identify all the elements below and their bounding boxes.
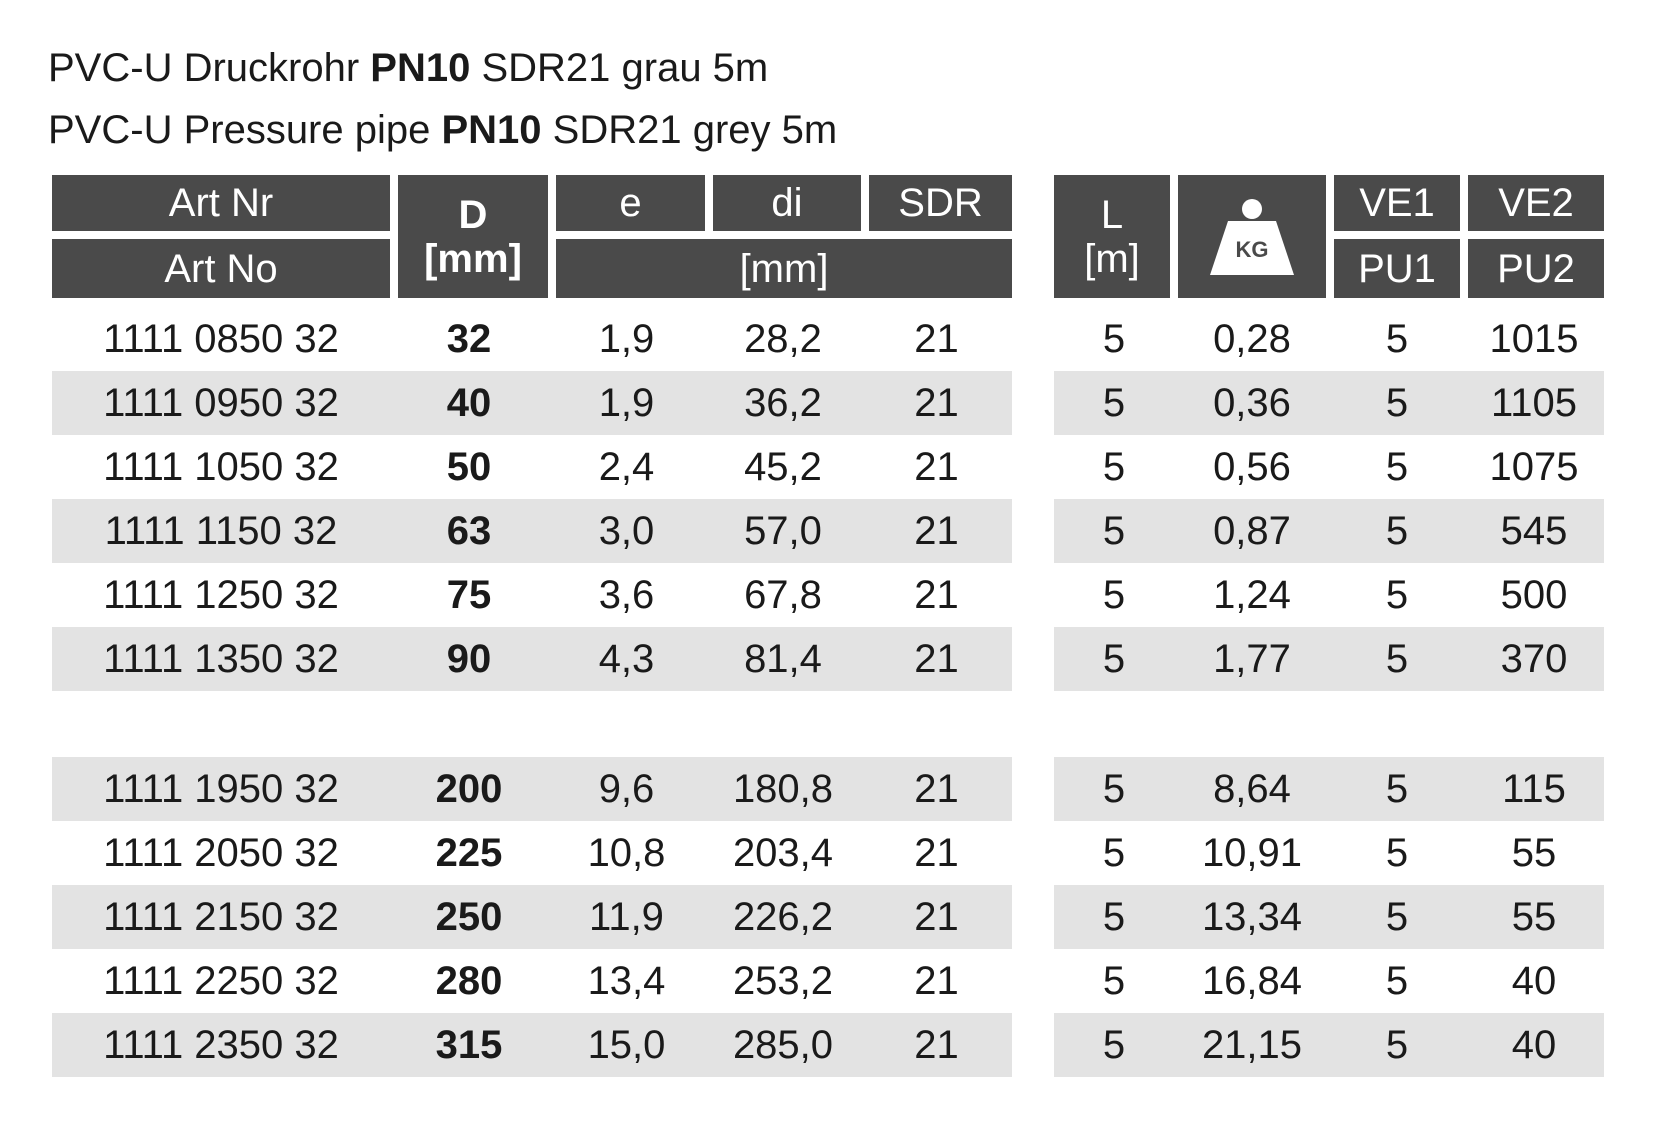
- packaging-table: [1054, 175, 1604, 1067]
- cell-sdr: 21: [914, 316, 959, 361]
- table-row: [52, 627, 1012, 691]
- table-row: [52, 307, 1012, 371]
- cell-art-no: 1111 1250 32: [103, 572, 339, 617]
- cell-e: 13,4: [587, 958, 666, 1003]
- cell-kg: 13,34: [1201, 894, 1303, 939]
- header-art-no: Art No: [52, 239, 390, 298]
- cell-di: 36,2: [744, 380, 822, 425]
- header-l-label: L: [1100, 192, 1124, 237]
- cell-sdr: 21: [914, 508, 959, 553]
- cell-art-no: 1111 1050 32: [103, 444, 339, 489]
- cell-di: 203,4: [732, 830, 834, 875]
- cell-ve1: 5: [1385, 444, 1409, 489]
- cell-l: 5: [1102, 830, 1126, 875]
- cell-di: 285,0: [732, 1022, 834, 1067]
- cell-di: 226,2: [732, 894, 834, 939]
- cell-d: 50: [446, 444, 492, 489]
- title-english: [48, 106, 837, 154]
- cell-sdr: 21: [914, 380, 959, 425]
- table-row: [1054, 435, 1604, 499]
- cell-di: 180,8: [732, 766, 834, 811]
- cell-ve1: 5: [1385, 636, 1409, 681]
- header-d: [398, 175, 548, 298]
- weight-icon: [1202, 197, 1302, 277]
- cell-d: 75: [446, 572, 492, 617]
- packaging-table-header: [1054, 175, 1604, 298]
- cell-sdr: 21: [914, 958, 959, 1003]
- cell-l: 5: [1102, 1022, 1126, 1067]
- cell-ve1: 5: [1385, 316, 1409, 361]
- cell-kg: 16,84: [1201, 958, 1303, 1003]
- cell-kg: 0,36: [1213, 380, 1291, 425]
- cell-e: 9,6: [598, 766, 655, 811]
- cell-e: 3,0: [598, 508, 655, 553]
- cell-di: 57,0: [744, 508, 822, 553]
- cell-l: 5: [1102, 636, 1126, 681]
- group-separator: [1054, 691, 1604, 757]
- cell-di: 67,8: [744, 572, 822, 617]
- cell-sdr: 21: [914, 636, 959, 681]
- cell-kg: 0,87: [1213, 508, 1291, 553]
- cell-d: 280: [435, 958, 503, 1003]
- header-e: e: [556, 175, 705, 231]
- table-row: [1054, 499, 1604, 563]
- cell-e: 2,4: [598, 444, 655, 489]
- title-german-suffix: SDR21 grau 5m: [470, 46, 769, 90]
- table-row: [1054, 307, 1604, 371]
- cell-d: 90: [446, 636, 492, 681]
- cell-art-no: 1111 2250 32: [103, 958, 339, 1003]
- cell-ve2: 40: [1511, 1022, 1557, 1067]
- dimensions-table-body: [52, 307, 1012, 1077]
- header-kg: [1178, 175, 1326, 298]
- cell-d: 63: [446, 508, 492, 553]
- cell-kg: 8,64: [1213, 766, 1291, 811]
- cell-di: 81,4: [744, 636, 822, 681]
- cell-e: 4,3: [598, 636, 655, 681]
- cell-ve2: 1105: [1490, 380, 1577, 425]
- cell-l: 5: [1102, 444, 1126, 489]
- cell-art-no: 1111 0950 32: [103, 380, 339, 425]
- table-row: [52, 885, 1012, 949]
- cell-ve1: 5: [1385, 958, 1409, 1003]
- header-l: [1054, 175, 1170, 298]
- header-d-unit: [mm]: [424, 236, 522, 281]
- table-row: [1054, 949, 1604, 1013]
- cell-ve1: 5: [1385, 1022, 1409, 1067]
- cell-ve2: 55: [1511, 894, 1557, 939]
- cell-sdr: 21: [914, 444, 959, 489]
- header-ve1: VE1: [1334, 175, 1460, 231]
- cell-kg: 21,15: [1201, 1022, 1303, 1067]
- cell-art-no: 1111 2350 32: [103, 1022, 339, 1067]
- cell-d: 32: [446, 316, 492, 361]
- cell-l: 5: [1102, 572, 1126, 617]
- cell-e: 3,6: [598, 572, 655, 617]
- cell-sdr: 21: [914, 894, 959, 939]
- cell-l: 5: [1102, 380, 1126, 425]
- title-english-pn: PN10: [441, 108, 542, 152]
- cell-ve1: 5: [1385, 894, 1409, 939]
- packaging-table-body: [1054, 307, 1604, 1077]
- cell-e: 11,9: [589, 894, 664, 939]
- cell-ve2: 55: [1511, 830, 1557, 875]
- cell-d: 225: [435, 830, 503, 875]
- header-art-nr: Art Nr: [52, 175, 390, 231]
- table-row: [52, 821, 1012, 885]
- cell-art-no: 1111 2150 32: [103, 894, 339, 939]
- cell-ve1: 5: [1385, 380, 1409, 425]
- table-row: [1054, 563, 1604, 627]
- cell-ve1: 5: [1385, 508, 1409, 553]
- dimensions-table-header: [52, 175, 1012, 298]
- cell-l: 5: [1102, 894, 1126, 939]
- cell-ve1: 5: [1385, 572, 1409, 617]
- weight-icon-label: KG: [1235, 236, 1269, 262]
- cell-di: 28,2: [744, 316, 822, 361]
- cell-ve2: 545: [1500, 508, 1568, 553]
- table-row: [1054, 371, 1604, 435]
- header-sdr: SDR: [869, 175, 1012, 231]
- table-row: [1054, 757, 1604, 821]
- cell-ve1: 5: [1385, 766, 1409, 811]
- table-row: [1054, 821, 1604, 885]
- cell-l: 5: [1102, 508, 1126, 553]
- table-row: [52, 1013, 1012, 1077]
- table-row: [52, 563, 1012, 627]
- cell-di: 253,2: [732, 958, 834, 1003]
- cell-art-no: 1111 0850 32: [103, 316, 339, 361]
- cell-di: 45,2: [744, 444, 822, 489]
- cell-e: 15,0: [587, 1022, 666, 1067]
- dimensions-table: [52, 175, 1012, 1067]
- cell-d: 315: [435, 1022, 503, 1067]
- cell-e: 1,9: [598, 380, 655, 425]
- cell-kg: 0,56: [1213, 444, 1291, 489]
- cell-l: 5: [1102, 958, 1126, 1003]
- cell-sdr: 21: [914, 1022, 959, 1067]
- cell-d: 40: [446, 380, 492, 425]
- title-german-prefix: PVC-U Druckrohr: [48, 46, 371, 90]
- cell-kg: 1,77: [1213, 636, 1291, 681]
- cell-ve2: 40: [1511, 958, 1557, 1003]
- cell-ve2: 1075: [1489, 444, 1579, 489]
- cell-e: 1,9: [598, 316, 655, 361]
- table-row: [52, 435, 1012, 499]
- cell-ve2: 500: [1500, 572, 1568, 617]
- cell-kg: 0,28: [1213, 316, 1291, 361]
- header-ve2: VE2: [1468, 175, 1604, 231]
- table-row: [52, 371, 1012, 435]
- cell-ve2: 115: [1502, 766, 1566, 811]
- cell-sdr: 21: [914, 766, 959, 811]
- header-di: di: [713, 175, 861, 231]
- cell-ve1: 5: [1385, 830, 1409, 875]
- cell-d: 200: [435, 766, 503, 811]
- table-row: [1054, 627, 1604, 691]
- cell-art-no: 1111 2050 32: [103, 830, 339, 875]
- title-german-pn: PN10: [370, 46, 471, 90]
- header-d-label: D: [458, 192, 488, 237]
- cell-d: 250: [435, 894, 503, 939]
- cell-art-no: 1111 1950 32: [103, 766, 339, 811]
- title-english-prefix: PVC-U Pressure pipe: [48, 108, 442, 152]
- cell-kg: 10,91: [1201, 830, 1303, 875]
- cell-l: 5: [1102, 316, 1126, 361]
- cell-e: 10,8: [587, 830, 666, 875]
- cell-art-no: 1111 1150 32: [104, 508, 338, 553]
- cell-ve2: 370: [1500, 636, 1568, 681]
- table-row: [1054, 885, 1604, 949]
- table-row: [52, 757, 1012, 821]
- table-row: [52, 949, 1012, 1013]
- group-separator: [52, 691, 1012, 757]
- header-pu1: PU1: [1334, 239, 1460, 298]
- header-mm-unit: [mm]: [556, 239, 1012, 298]
- cell-sdr: 21: [914, 830, 959, 875]
- cell-ve2: 1015: [1489, 316, 1579, 361]
- title-german: [48, 44, 768, 92]
- table-row: [52, 499, 1012, 563]
- table-row: [1054, 1013, 1604, 1077]
- cell-sdr: 21: [914, 572, 959, 617]
- cell-kg: 1,24: [1213, 572, 1291, 617]
- title-english-suffix: SDR21 grey 5m: [541, 108, 838, 152]
- cell-art-no: 1111 1350 32: [103, 636, 339, 681]
- header-pu2: PU2: [1468, 239, 1604, 298]
- header-l-unit: [m]: [1084, 236, 1140, 281]
- cell-l: 5: [1102, 766, 1126, 811]
